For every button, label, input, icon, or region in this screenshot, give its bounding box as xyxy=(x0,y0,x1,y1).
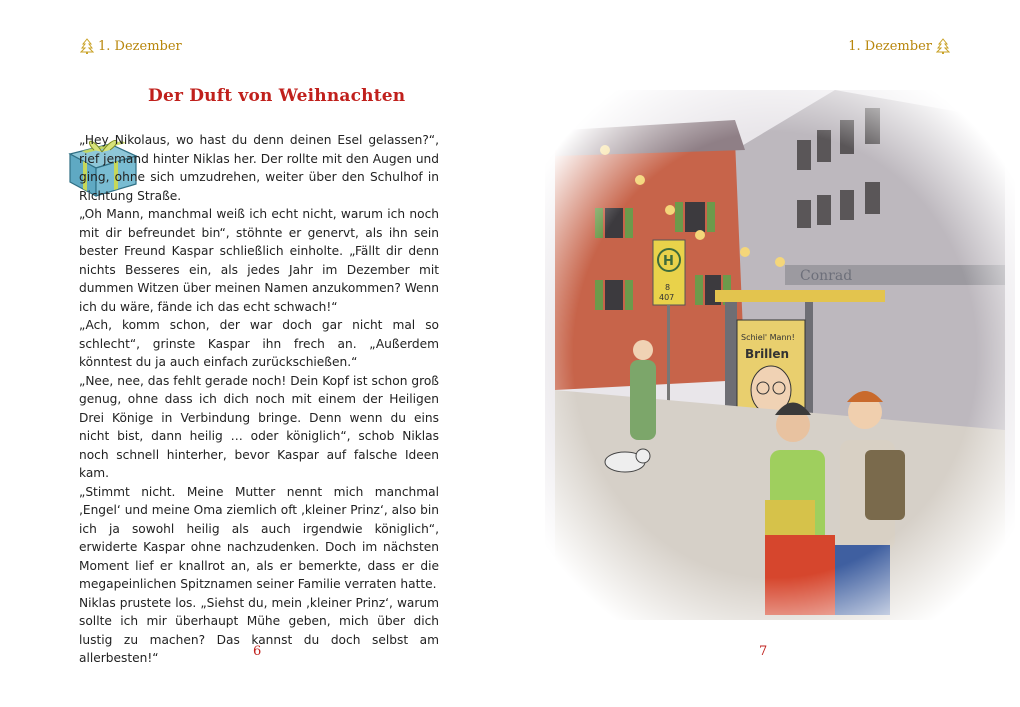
page-number-left: 6 xyxy=(253,644,262,659)
paragraph-6: Niklas prustete los. „Siehst du, mein ‚kleiner Prinz‘, warum sollte ich mir überhaupt Mühe geben, mich über dich lustig zu machen? Das kannst du doch selbst am allerbesten!“ xyxy=(79,595,439,665)
running-head-label: 1. Dezember xyxy=(848,38,932,54)
christmas-tree-icon xyxy=(80,38,94,54)
page-number-right: 7 xyxy=(759,644,768,659)
story-text xyxy=(79,131,439,668)
paragraph-4: „Nee, nee, das fehlt gerade noch! Dein Kopf ist schon groß genug, ohne dass ich dich noch mit einem der Heiligen Drei Könige in Verbindung bringe. Denn wenn du eins nicht bist, dann heilig … oder königlich“, schob Niklas noch schnell hinterher, bevor Kaspar auf falsche Ideen kam. xyxy=(79,373,439,480)
running-head-left xyxy=(80,38,182,54)
right-page xyxy=(510,0,1020,707)
paragraph-5: „Stimmt nicht. Meine Mutter nennt mich manchmal ‚Engel‘ und meine Oma ziemlich oft ‚kleiner Prinz‘, also bin ich ja sowohl heilig als auch irgendwie königlich“, erwiderte Kaspar ohne nachzudenken. Doch im nächsten Moment lief er knallrot an, als er bemerkte, dass er die megapeinlichen Spitznamen seiner Familie verraten hatte. xyxy=(79,484,439,591)
christmas-tree-icon xyxy=(936,38,950,54)
running-head-label: 1. Dezember xyxy=(98,38,182,54)
paragraph-3: „Ach, komm schon, der war doch gar nicht mal so schlecht“, grinste Kaspar ihn frech an. „Außerdem könntest du ja auch einfach zurückschießen.“ xyxy=(79,318,439,369)
chapter-title: Der Duft von Weihnachten xyxy=(148,86,406,106)
street-scene-illustration xyxy=(535,90,1015,620)
paragraph-2: „Oh Mann, manchmal weiß ich echt nicht, warum ich noch mit dir befreundet bin“, stöhnte er genervt, als ihn sein bester Freund Kaspar schließlich einholte. „Fällt dir denn nichts Besseres ein, als jedes Jahr im Dezember mit dummen Witzen über meinen Namen anzukommen? Wenn ich du wäre, fände ich das echt schwach!“ xyxy=(79,207,439,314)
paragraph-1: „Hey Nikolaus, wo hast du denn deinen Esel gelassen?“, rief jemand hinter Niklas her. Der rollte mit den Augen und ging, ohne sich umzudrehen, weiter über den Schulhof in Richtung Straße. xyxy=(79,133,439,203)
running-head-right xyxy=(848,38,950,54)
